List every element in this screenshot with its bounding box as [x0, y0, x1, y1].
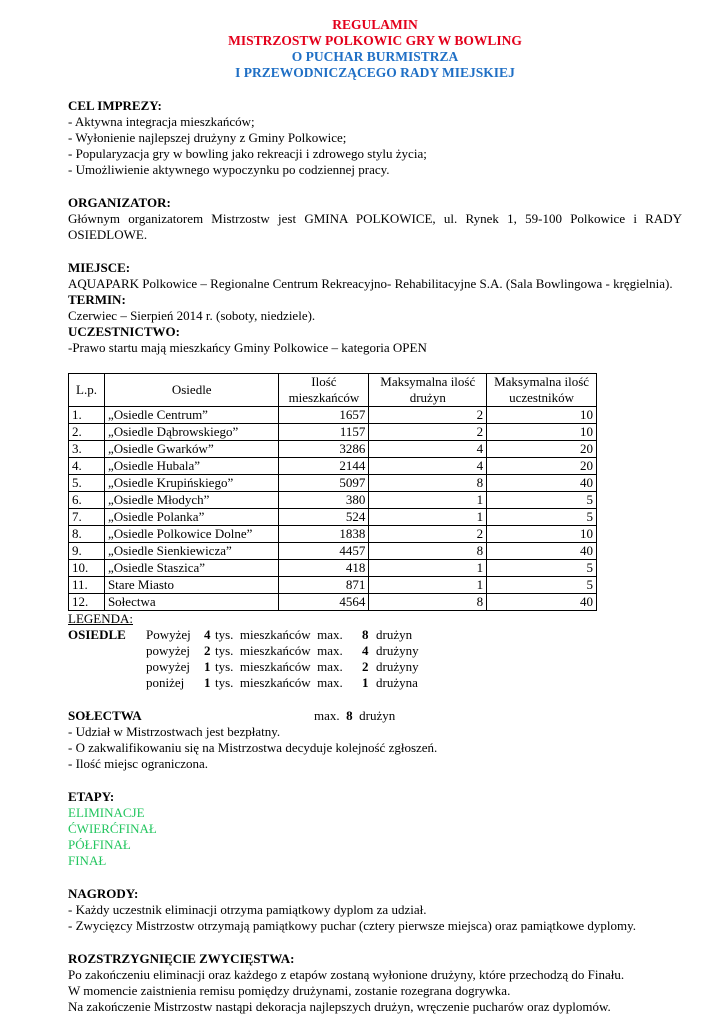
- table-row: [69, 492, 597, 509]
- section-cel: [68, 98, 682, 178]
- nagrody-heading: NAGRODY:: [68, 886, 139, 901]
- note-item: - Ilość miejsc ograniczona.: [68, 756, 209, 771]
- organizator-heading: ORGANIZATOR:: [68, 195, 171, 210]
- cel-item: - Popularyzacja gry w bowling jako rekreacji i zdrowego stylu życia;: [68, 146, 427, 161]
- header-max-uczestnikow: Maksymalna ilość uczestników: [487, 374, 597, 407]
- cell-uczestnikow: 10: [487, 526, 597, 543]
- table-row: [69, 458, 597, 475]
- title-line-4: I PRZEWODNICZĄCEGO RADY MIEJSKIEJ: [235, 65, 515, 80]
- nagroda-item: - Zwycięzcy Mistrzostw otrzymają pamiątkowy puchar (cztery pierwsze miejsca) oraz pamiątkowe dyplomy.: [68, 918, 637, 933]
- cell-lp: 4.: [69, 458, 105, 475]
- cell-osiedle: „Osiedle Staszica”: [104, 560, 279, 577]
- cell-druzyn: 1: [369, 492, 487, 509]
- table-header-row: [69, 374, 597, 407]
- miejsce-heading: MIEJSCE:: [68, 260, 131, 275]
- cell-ilosc: 418: [279, 560, 369, 577]
- etap-item: ELIMINACJE: [68, 805, 145, 820]
- cell-uczestnikow: 20: [487, 458, 597, 475]
- legenda-solectwa: [68, 708, 682, 724]
- cell-lp: 9.: [69, 543, 105, 560]
- table-row: [69, 543, 597, 560]
- cell-druzyn: 1: [369, 577, 487, 594]
- cell-lp: 10.: [69, 560, 105, 577]
- cell-osiedle: „Osiedle Polanka”: [104, 509, 279, 526]
- cell-ilosc: 1157: [279, 424, 369, 441]
- cell-lp: 5.: [69, 475, 105, 492]
- cell-druzyn: 1: [369, 560, 487, 577]
- title-line-1: REGULAMIN: [332, 17, 418, 32]
- legenda-row-middle: tys. mieszkańców max.: [215, 627, 343, 642]
- legenda-solectwa-num: 8: [346, 708, 353, 723]
- legenda-row-unit: drużyna: [376, 675, 418, 690]
- legenda-solectwa-label: SOŁECTWA: [68, 708, 142, 723]
- cell-osiedle: „Osiedle Sienkiewicza”: [104, 543, 279, 560]
- legenda-osiedle: [68, 627, 682, 691]
- termin-text: Czerwiec – Sierpień 2014 r. (soboty, niedziele).: [68, 308, 316, 323]
- cell-ilosc: 3286: [279, 441, 369, 458]
- uczestnictwo-text: -Prawo startu mają mieszkańcy Gminy Polkowice – kategoria OPEN: [68, 340, 427, 355]
- cell-lp: 1.: [69, 407, 105, 424]
- cel-item: - Umożliwienie aktywnego wypoczynku po codziennej pracy.: [68, 162, 390, 177]
- cell-ilosc: 871: [279, 577, 369, 594]
- cell-ilosc: 1657: [279, 407, 369, 424]
- cell-osiedle: „Osiedle Polkowice Dolne”: [104, 526, 279, 543]
- etap-item: ĆWIERĆFINAŁ: [68, 821, 157, 836]
- cell-osiedle: „Osiedle Centrum”: [104, 407, 279, 424]
- header-max-druzyn: Maksymalna ilość drużyn: [369, 374, 487, 407]
- miejsce-text: AQUAPARK Polkowice – Regionalne Centrum Rekreacyjno- Rehabilitacyjne S.A. (Sala Bowlingowa - kręgielnia).: [68, 276, 673, 291]
- cell-ilosc: 4457: [279, 543, 369, 560]
- legenda-row-unit: drużyn: [376, 627, 413, 642]
- legenda-row-unit: drużyny: [376, 643, 419, 658]
- cell-osiedle: „Osiedle Krupińskiego”: [104, 475, 279, 492]
- legenda-row-prefix: powyżej: [146, 643, 191, 658]
- table-row: [69, 441, 597, 458]
- legenda-row-max: 1: [362, 675, 369, 690]
- legenda-row-middle: tys. mieszkańców max.: [215, 643, 343, 658]
- table-row: [69, 509, 597, 526]
- cell-uczestnikow: 5: [487, 492, 597, 509]
- legenda-row-count: 4: [204, 627, 211, 642]
- table-row: [69, 407, 597, 424]
- etap-item: FINAŁ: [68, 853, 107, 868]
- cell-lp: 2.: [69, 424, 105, 441]
- table-row: [69, 424, 597, 441]
- section-organizator: [68, 195, 682, 243]
- table-row: [69, 526, 597, 543]
- rozstrzygniecie-item: W momencie zaistnienia remisu pomiędzy drużynami, zostanie rozegrana dogrywka.: [68, 983, 511, 998]
- cell-uczestnikow: 5: [487, 509, 597, 526]
- settlements-table: [68, 373, 597, 611]
- cell-uczestnikow: 5: [487, 560, 597, 577]
- legenda-solectwa-max: max.: [314, 708, 340, 723]
- table-body: [69, 407, 597, 611]
- cell-uczestnikow: 10: [487, 424, 597, 441]
- table-row: [69, 577, 597, 594]
- note-item: - O zakwalifikowaniu się na Mistrzostwa decyduje kolejność zgłoszeń.: [68, 740, 438, 755]
- section-termin: [68, 292, 682, 324]
- cell-lp: 12.: [69, 594, 105, 611]
- document-title: [68, 17, 682, 81]
- document-page: [68, 0, 682, 1015]
- etap-item: PÓŁFINAŁ: [68, 837, 131, 852]
- cell-ilosc: 524: [279, 509, 369, 526]
- legenda-row: [146, 643, 419, 659]
- cell-lp: 11.: [69, 577, 105, 594]
- table-row: [69, 594, 597, 611]
- cell-uczestnikow: 40: [487, 475, 597, 492]
- note-item: - Udział w Mistrzostwach jest bezpłatny.: [68, 724, 281, 739]
- section-nagrody: [68, 886, 682, 934]
- legenda-row-prefix: Powyżej: [146, 627, 191, 642]
- cell-ilosc: 380: [279, 492, 369, 509]
- legenda-osiedle-label: OSIEDLE: [68, 627, 126, 642]
- rozstrzygniecie-item: Na zakończenie Mistrzostw nastąpi dekoracja najlepszych drużyn, wręczenie pucharów oraz dyplomów.: [68, 999, 611, 1014]
- cell-druzyn: 1: [369, 509, 487, 526]
- cell-druzyn: 2: [369, 407, 487, 424]
- header-ilosc-mieszkancow: Ilość mieszkańców: [279, 374, 369, 407]
- legenda-row-prefix: powyżej: [146, 659, 191, 674]
- cell-druzyn: 8: [369, 475, 487, 492]
- legenda-row: [146, 659, 419, 675]
- header-osiedle: Osiedle: [104, 374, 279, 407]
- cell-ilosc: 4564: [279, 594, 369, 611]
- section-legenda: [68, 611, 682, 724]
- cell-ilosc: 1838: [279, 526, 369, 543]
- legenda-solectwa-unit: drużyn: [359, 708, 396, 723]
- legenda-row-max: 2: [362, 659, 369, 674]
- header-lp: L.p.: [69, 374, 105, 407]
- cell-druzyn: 8: [369, 543, 487, 560]
- legenda-heading: LEGENDA:: [68, 611, 133, 626]
- cell-druzyn: 2: [369, 526, 487, 543]
- nagroda-item: - Każdy uczestnik eliminacji otrzyma pamiątkowy dyplom za udział.: [68, 902, 427, 917]
- cell-uczestnikow: 5: [487, 577, 597, 594]
- cell-ilosc: 5097: [279, 475, 369, 492]
- cell-lp: 6.: [69, 492, 105, 509]
- cell-lp: 8.: [69, 526, 105, 543]
- cell-osiedle: „Osiedle Młodych”: [104, 492, 279, 509]
- etapy-heading: ETAPY:: [68, 789, 115, 804]
- legenda-row-middle: tys. mieszkańców max.: [215, 675, 343, 690]
- cell-druzyn: 2: [369, 424, 487, 441]
- legenda-row-count: 2: [204, 643, 211, 658]
- section-etapy: [68, 789, 682, 869]
- cell-druzyn: 4: [369, 441, 487, 458]
- cell-lp: 7.: [69, 509, 105, 526]
- cell-uczestnikow: 10: [487, 407, 597, 424]
- cell-druzyn: 4: [369, 458, 487, 475]
- cel-item: - Wyłonienie najlepszej drużyny z Gminy Polkowice;: [68, 130, 347, 145]
- rozstrzygniecie-heading: ROZSTRZYGNIĘCIE ZWYCIĘSTWA:: [68, 951, 295, 966]
- termin-heading: TERMIN:: [68, 292, 126, 307]
- organizator-text: Głównym organizatorem Mistrzostw jest GMINA POLKOWICE, ul. Rynek 1, 59-100 Polkowice i RADY OSIEDLOWE.: [68, 211, 682, 242]
- legenda-rows: [146, 627, 419, 691]
- section-uczestnictwo: [68, 324, 682, 356]
- section-notes: [68, 724, 682, 772]
- cell-uczestnikow: 40: [487, 594, 597, 611]
- cell-ilosc: 2144: [279, 458, 369, 475]
- uczestnictwo-heading: UCZESTNICTWO:: [68, 324, 180, 339]
- legenda-row-prefix: poniżej: [146, 675, 185, 690]
- cel-item: - Aktywna integracja mieszkańców;: [68, 114, 255, 129]
- table-row: [69, 560, 597, 577]
- cell-lp: 3.: [69, 441, 105, 458]
- rozstrzygniecie-item: Po zakończeniu eliminacji oraz każdego z etapów zostaną wyłonione drużyny, które przechodzą do Finału.: [68, 967, 625, 982]
- cell-osiedle: „Osiedle Dąbrowskiego”: [104, 424, 279, 441]
- legenda-row-max: 8: [362, 627, 369, 642]
- cell-osiedle: „Osiedle Hubala”: [104, 458, 279, 475]
- cell-uczestnikow: 40: [487, 543, 597, 560]
- legenda-row-count: 1: [204, 659, 211, 674]
- cel-heading: CEL IMPREZY:: [68, 98, 162, 113]
- cell-osiedle: Sołectwa: [104, 594, 279, 611]
- cell-uczestnikow: 20: [487, 441, 597, 458]
- legenda-row-middle: tys. mieszkańców max.: [215, 659, 343, 674]
- legenda-row: [146, 675, 419, 691]
- title-line-2: MISTRZOSTW POLKOWIC GRY W BOWLING: [228, 33, 522, 48]
- cell-druzyn: 8: [369, 594, 487, 611]
- legenda-row-count: 1: [204, 675, 211, 690]
- cell-osiedle: „Osiedle Gwarków”: [104, 441, 279, 458]
- legenda-row-unit: drużyny: [376, 659, 419, 674]
- table-row: [69, 475, 597, 492]
- section-miejsce: [68, 260, 682, 292]
- legenda-row: [146, 627, 419, 643]
- legenda-row-max: 4: [362, 643, 369, 658]
- title-line-3: O PUCHAR BURMISTRZA: [291, 49, 459, 64]
- section-rozstrzygniecie: [68, 951, 682, 1015]
- cell-osiedle: Stare Miasto: [104, 577, 279, 594]
- legenda-solectwa-value: [314, 708, 395, 724]
